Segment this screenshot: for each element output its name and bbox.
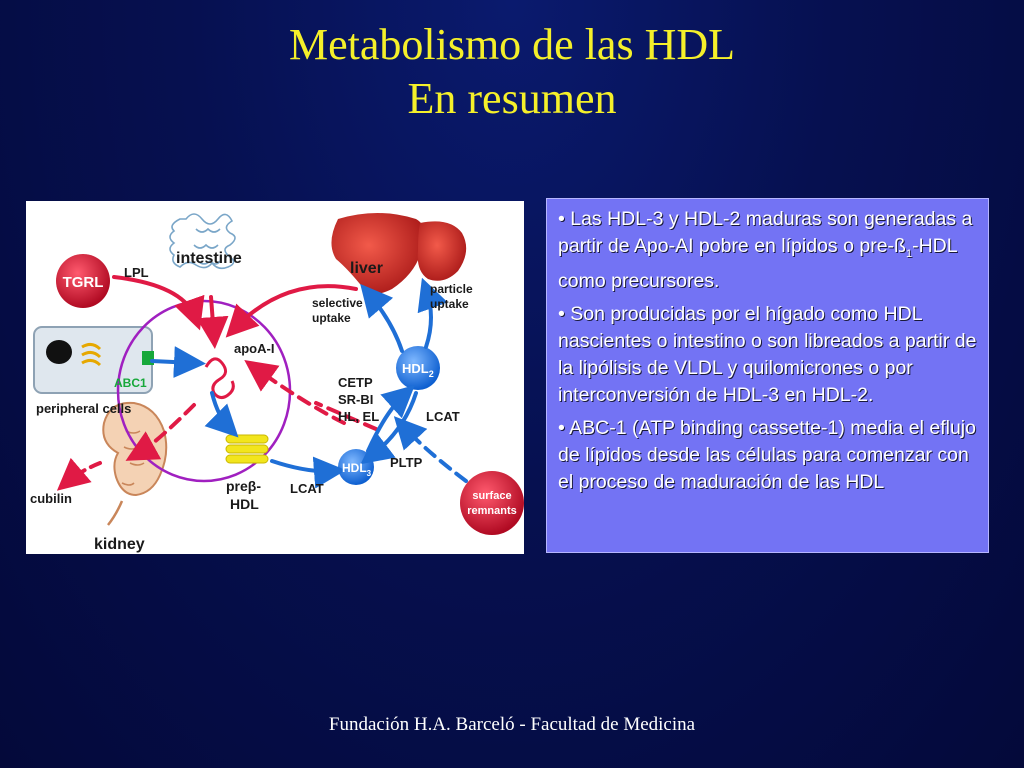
arrow-tgrl-apoa1 — [114, 277, 196, 319]
surface-remnants-particle — [460, 471, 524, 535]
summary-bullet-1-a: • Las HDL-3 y HDL-2 maduras son generadas a partir de Apo-AI pobre en lípidos o pre-ß — [558, 208, 973, 257]
arrow-kidney-cubilin — [66, 463, 100, 483]
arrow-prebeta-hdl3 — [272, 461, 334, 471]
label-tgrl: TGRL — [62, 274, 104, 291]
arrow-intestine-apoa1 — [211, 297, 214, 337]
label-selective-2: uptake — [312, 311, 351, 325]
label-cetp: CETP — [338, 375, 373, 390]
label-lcat-right: LCAT — [426, 409, 460, 424]
footer-credit: Fundación H.A. Barceló - Facultad de Medicina — [328, 714, 696, 735]
diagram-svg — [26, 201, 524, 554]
label-remnants: remnants — [467, 505, 517, 517]
summary-bullet-1-sub: 1 — [905, 247, 913, 260]
label-intestine: intestine — [176, 250, 242, 267]
summary-bullet-1-b: -HDL como precursores. — [558, 235, 957, 292]
hdl-metabolism-diagram — [26, 201, 524, 554]
label-kidney: kidney — [94, 536, 145, 553]
label-hdl3-sub: 3 — [366, 469, 372, 478]
arrow-hdl-back-apoa1 — [254, 367, 344, 423]
label-hdl3-base: HDL — [342, 461, 367, 475]
label-selective-1: selective — [312, 296, 363, 310]
kidney-icon — [103, 403, 166, 525]
prebeta-hdl-icon — [226, 435, 268, 463]
label-apoa1: apoA-I — [234, 341, 275, 356]
arrow-remnants-hdl3 — [402, 425, 466, 481]
label-hdl2-base: HDL — [402, 361, 429, 376]
summary-text-box — [546, 198, 989, 553]
title-line-1: Metabolismo de las HDL — [288, 20, 736, 69]
label-cubilin: cubilin — [30, 491, 72, 506]
label-srbi: SR-BI — [338, 392, 374, 407]
label-peripheral-cells: peripheral cells — [36, 401, 132, 416]
arrow-hdl2-hdl3 — [370, 393, 416, 457]
title-line-2: En resumen — [407, 74, 617, 123]
apoa1-icon — [206, 359, 233, 398]
label-prebeta-2: HDL — [230, 496, 259, 512]
label-particle-2: uptake — [430, 297, 469, 311]
summary-bullet-1 — [558, 206, 978, 295]
arrow-hdl2-liver-selective — [368, 293, 402, 351]
label-liver: liver — [350, 260, 383, 277]
label-lpl: LPL — [124, 265, 149, 280]
label-hdl2-sub: 2 — [428, 369, 434, 379]
label-pltp: PLTP — [390, 455, 423, 470]
slide-title — [0, 18, 1024, 126]
label-hl-el: HL, EL — [338, 409, 380, 424]
summary-bullet-3: • ABC-1 (ATP binding cassette-1) media el eflujo de lípidos desde las células para comenzar con el proceso de maduración de las HDL — [558, 416, 976, 493]
summary-bullet-2: • Son producidas por el hígado como HDL nascientes o intestino o son libreados a partir de la lipólisis de VLDL y quilomicrones o por interconversión de HDL-3 en HDL-2. — [558, 302, 977, 406]
label-surface: surface — [472, 490, 512, 502]
label-prebeta-1: preβ- — [226, 478, 261, 494]
label-particle-1: particle — [430, 282, 473, 296]
label-abc1: ABC1 — [114, 376, 147, 390]
arrow-cell-apoa1 — [152, 361, 194, 363]
label-lcat-bottom: LCAT — [290, 481, 324, 496]
